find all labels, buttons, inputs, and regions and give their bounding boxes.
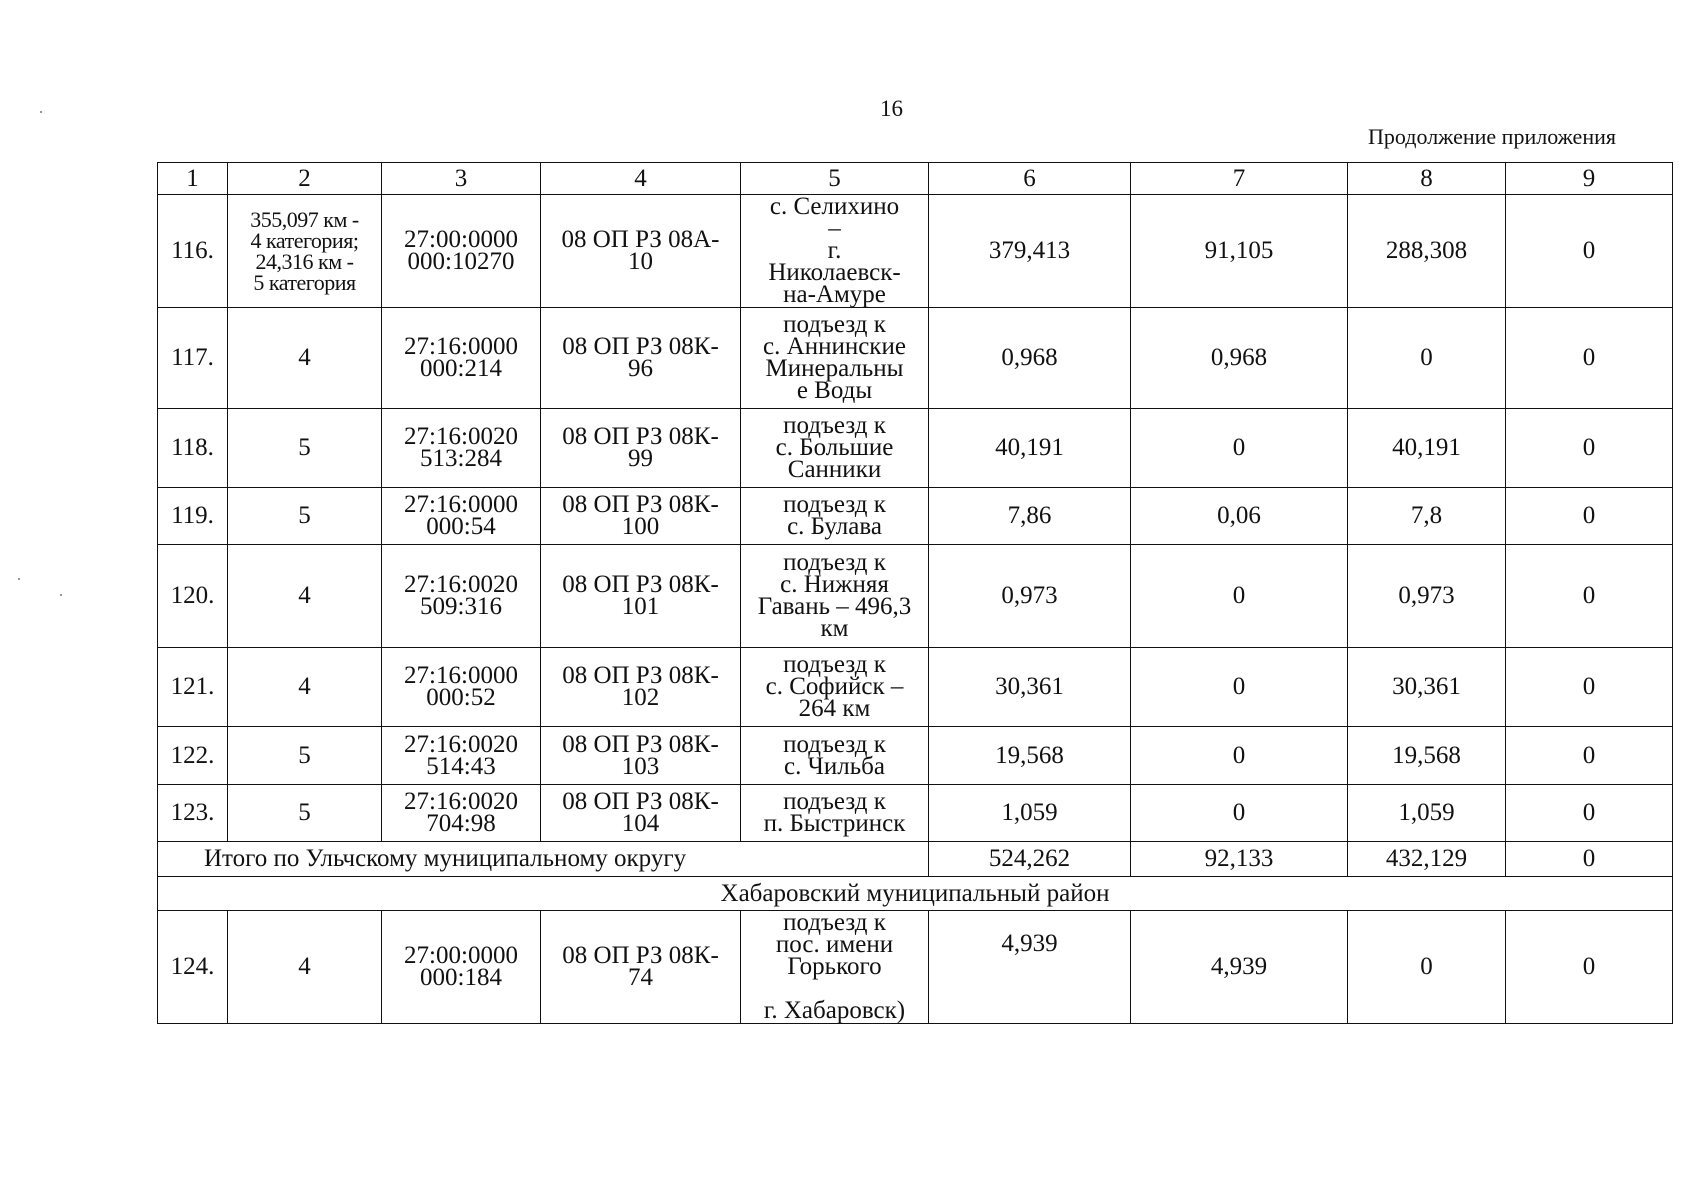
column-header: 9	[1506, 163, 1673, 195]
length-total: 0,968	[929, 308, 1131, 409]
row-number: 116.	[158, 195, 228, 308]
table-row	[158, 488, 1673, 545]
road-id: 08 ОП РЗ 08К- 103	[541, 727, 741, 785]
road-id: 08 ОП РЗ 08К- 74	[541, 911, 741, 1024]
road-name: подъезд к с. Чильба	[741, 727, 929, 785]
row-number: 120.	[158, 545, 228, 648]
total-col8: 432,129	[1348, 842, 1506, 877]
road-id: 08 ОП РЗ 08К- 99	[541, 409, 741, 488]
section-title: Хабаровский муниципальный район	[158, 877, 1673, 911]
table-row	[158, 727, 1673, 785]
length-col9: 0	[1506, 648, 1673, 727]
row-number: 121.	[158, 648, 228, 727]
length-col8: 0,973	[1348, 545, 1506, 648]
total-length: 524,262	[929, 842, 1131, 877]
road-id: 08 ОП РЗ 08К- 102	[541, 648, 741, 727]
length-col7: 91,105	[1131, 195, 1348, 308]
cadastral-number: 27:16:0020 509:316	[382, 545, 541, 648]
scan-speck	[18, 578, 20, 580]
length-col8: 288,308	[1348, 195, 1506, 308]
road-category: 5	[228, 488, 382, 545]
cadastral-number: 27:16:0000 000:52	[382, 648, 541, 727]
length-total: 30,361	[929, 648, 1131, 727]
road-category: 4	[228, 545, 382, 648]
row-number: 123.	[158, 785, 228, 842]
header-row	[158, 163, 1673, 195]
table-row	[158, 308, 1673, 409]
column-header: 7	[1131, 163, 1348, 195]
cadastral-number: 27:00:0000 000:184	[382, 911, 541, 1024]
road-category: 4	[228, 308, 382, 409]
length-total: 19,568	[929, 727, 1131, 785]
length-total: 379,413	[929, 195, 1131, 308]
length-col7: 0	[1131, 545, 1348, 648]
roads-table	[157, 162, 1673, 1024]
row-number: 117.	[158, 308, 228, 409]
cadastral-number: 27:16:0020 513:284	[382, 409, 541, 488]
road-category: 5	[228, 785, 382, 842]
page-number: 16	[880, 96, 903, 121]
length-col7: 0	[1131, 409, 1348, 488]
road-name: подъезд к с. Нижняя Гавань – 496,3 км	[741, 545, 929, 648]
length-col7: 0	[1131, 727, 1348, 785]
length-col8: 0	[1348, 308, 1506, 409]
road-id: 08 ОП РЗ 08А- 10	[541, 195, 741, 308]
length-col8: 40,191	[1348, 409, 1506, 488]
length-total: 0,973	[929, 545, 1131, 648]
road-id: 08 ОП РЗ 08К- 100	[541, 488, 741, 545]
road-id: 08 ОП РЗ 08К- 96	[541, 308, 741, 409]
road-name: подъезд к п. Быстринск	[741, 785, 929, 842]
table-row	[158, 911, 1673, 1024]
cadastral-number: 27:16:0020 704:98	[382, 785, 541, 842]
length-col9: 0	[1506, 308, 1673, 409]
total-row	[158, 842, 1673, 877]
column-header: 3	[382, 163, 541, 195]
length-total: 1,059	[929, 785, 1131, 842]
road-category: 4	[228, 648, 382, 727]
length-total: 4,939	[929, 911, 1131, 1024]
row-number: 118.	[158, 409, 228, 488]
table-row	[158, 785, 1673, 842]
column-header: 8	[1348, 163, 1506, 195]
total-col9: 0	[1506, 842, 1673, 877]
length-col7: 4,939	[1131, 911, 1348, 1024]
row-number: 124.	[158, 911, 228, 1024]
column-header: 1	[158, 163, 228, 195]
road-name: подъезд к пос. имени Горького г. Хабаровск)	[741, 911, 929, 1024]
length-col8: 19,568	[1348, 727, 1506, 785]
length-col9: 0	[1506, 409, 1673, 488]
road-name: подъезд к с. Большие Санники	[741, 409, 929, 488]
total-label: Итого по Ульчскому муниципальному округу	[158, 842, 929, 877]
scan-speck	[40, 111, 42, 113]
appendix-continuation-note: Продолжение приложения	[1368, 124, 1616, 149]
length-col9: 0	[1506, 785, 1673, 842]
total-col7: 92,133	[1131, 842, 1348, 877]
row-number: 119.	[158, 488, 228, 545]
table-row	[158, 648, 1673, 727]
row-number: 122.	[158, 727, 228, 785]
road-id: 08 ОП РЗ 08К- 104	[541, 785, 741, 842]
length-col7: 0,06	[1131, 488, 1348, 545]
road-name: с. Селихино – г. Николаевск- на-Амуре	[741, 195, 929, 308]
column-header: 5	[741, 163, 929, 195]
table-row	[158, 409, 1673, 488]
length-col8: 1,059	[1348, 785, 1506, 842]
column-header: 2	[228, 163, 382, 195]
length-col9: 0	[1506, 488, 1673, 545]
road-category: 5	[228, 409, 382, 488]
road-name: подъезд к с. Булава	[741, 488, 929, 545]
table-row	[158, 545, 1673, 648]
length-col9: 0	[1506, 545, 1673, 648]
road-category: 4	[228, 911, 382, 1024]
length-total: 7,86	[929, 488, 1131, 545]
road-category: 5	[228, 727, 382, 785]
length-col9: 0	[1506, 195, 1673, 308]
road-name: подъезд к с. Аннинские Минеральны е Воды	[741, 308, 929, 409]
section-header-row	[158, 877, 1673, 911]
cadastral-number: 27:16:0020 514:43	[382, 727, 541, 785]
column-header: 6	[929, 163, 1131, 195]
cadastral-number: 27:16:0000 000:54	[382, 488, 541, 545]
table-row	[158, 195, 1673, 308]
length-col7: 0	[1131, 785, 1348, 842]
road-category: 355,097 км - 4 категория; 24,316 км - 5 категория	[228, 195, 382, 308]
scan-speck	[60, 594, 62, 596]
road-name: подъезд к с. Софийск – 264 км	[741, 648, 929, 727]
column-header: 4	[541, 163, 741, 195]
length-col8: 0	[1348, 911, 1506, 1024]
length-col8: 30,361	[1348, 648, 1506, 727]
length-total: 40,191	[929, 409, 1131, 488]
length-col9: 0	[1506, 911, 1673, 1024]
length-col7: 0	[1131, 648, 1348, 727]
length-col8: 7,8	[1348, 488, 1506, 545]
cadastral-number: 27:00:0000 000:10270	[382, 195, 541, 308]
cadastral-number: 27:16:0000 000:214	[382, 308, 541, 409]
length-col9: 0	[1506, 727, 1673, 785]
road-id: 08 ОП РЗ 08К- 101	[541, 545, 741, 648]
length-col7: 0,968	[1131, 308, 1348, 409]
